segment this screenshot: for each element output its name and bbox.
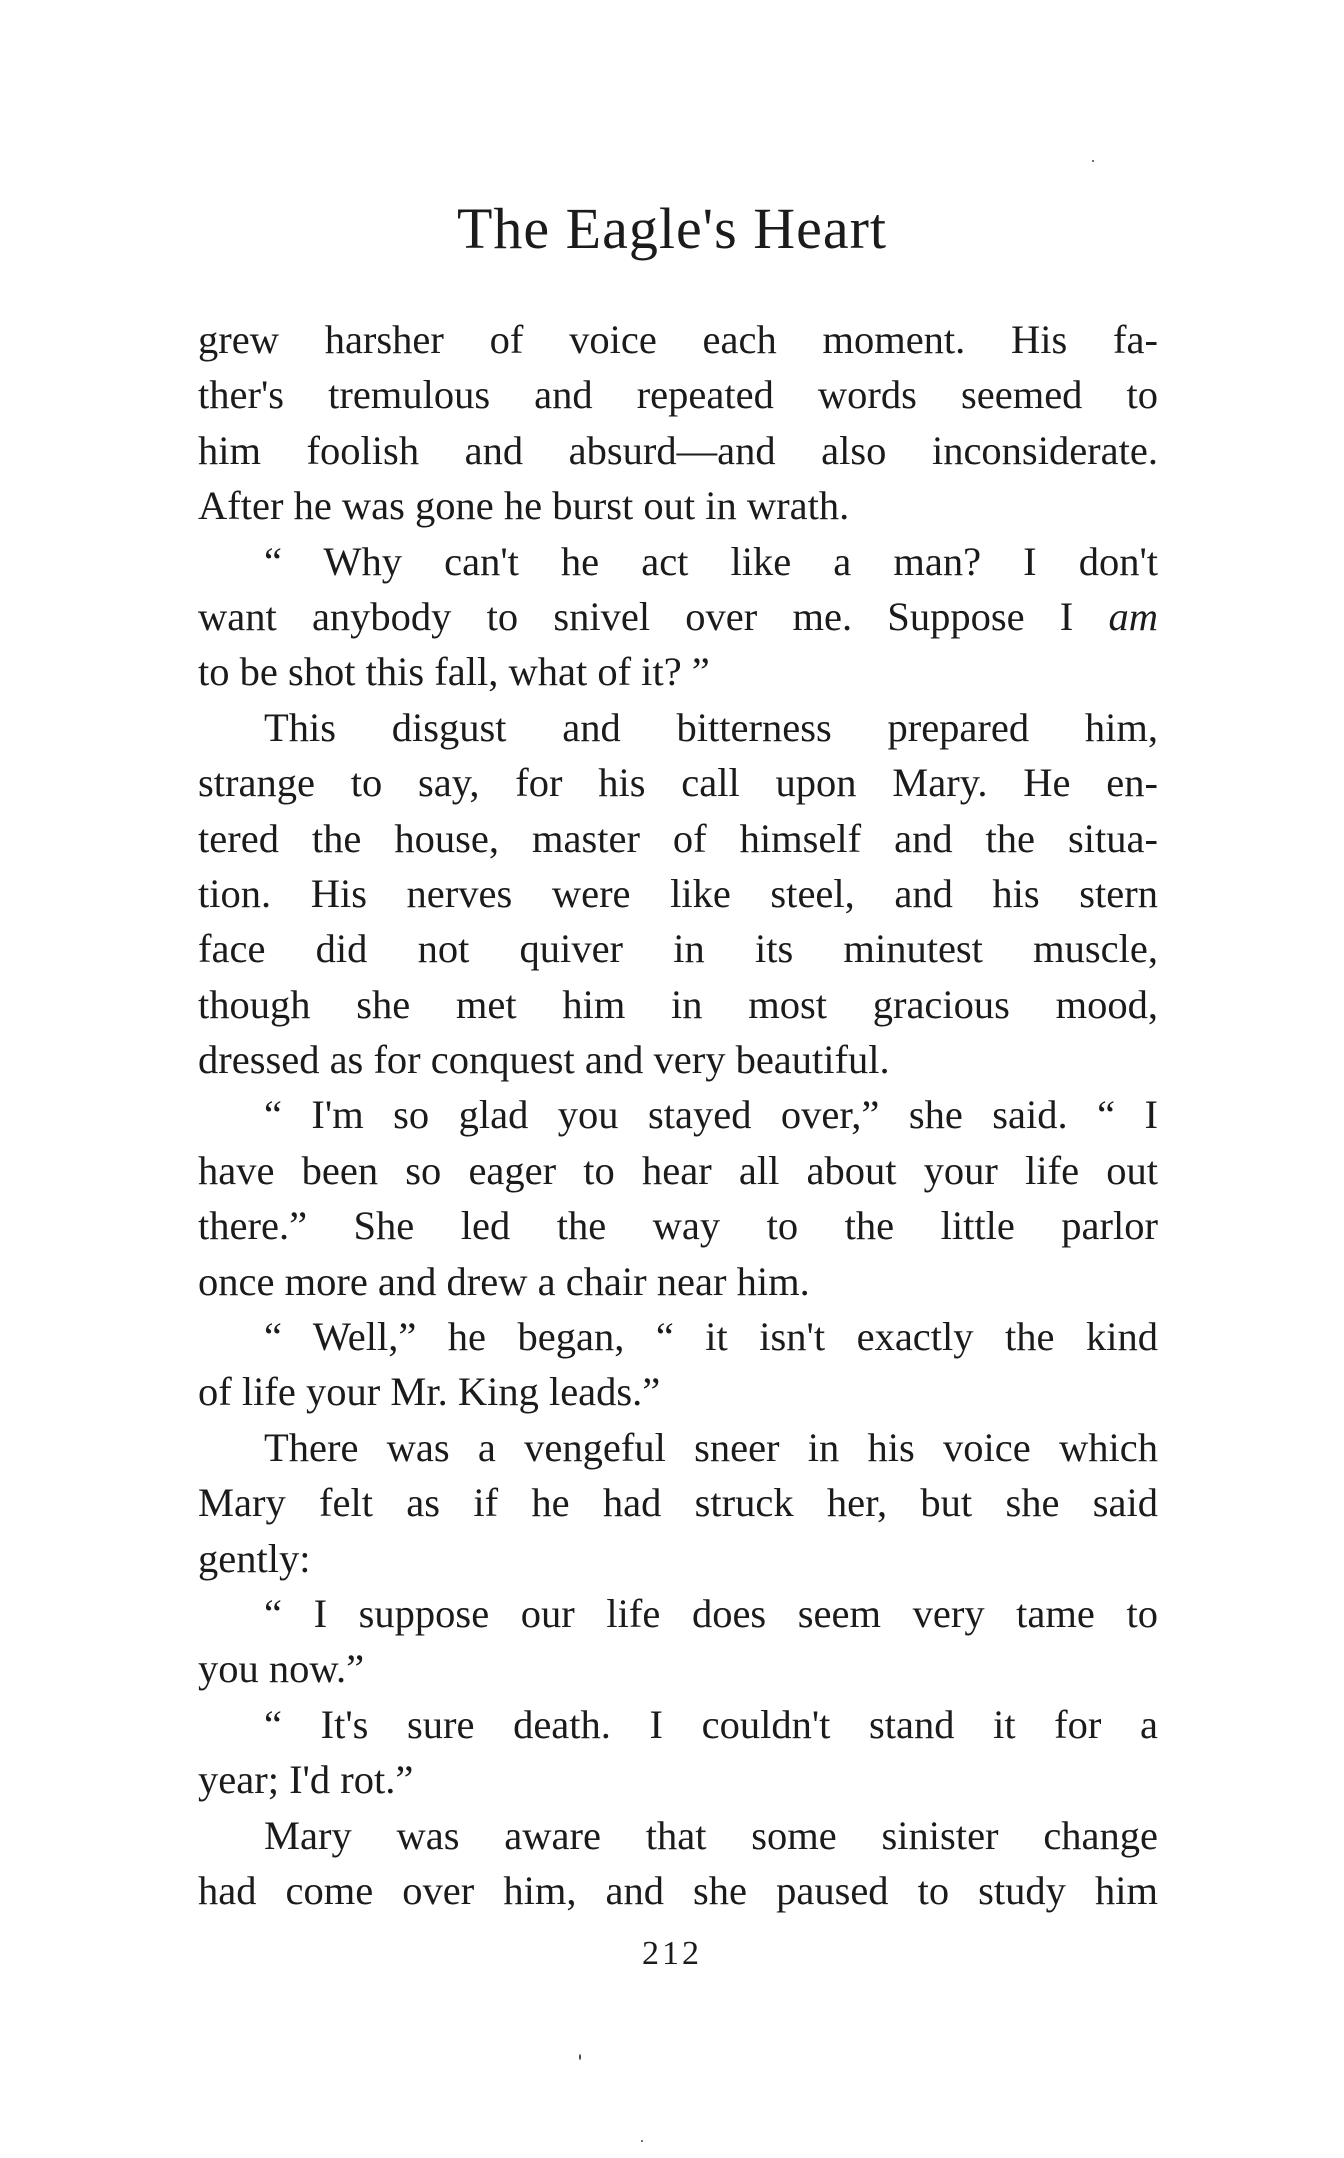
scan-speck	[579, 2054, 581, 2060]
scan-speck	[641, 2140, 643, 2142]
text-line: had come over him, and she paused to study him	[198, 1867, 1158, 1913]
page-number: 212	[642, 1935, 702, 1972]
text-line: face did not quiver in its minutest muscle,	[198, 926, 1158, 972]
text-line: dressed as for conquest and very beautiful.	[198, 1037, 890, 1083]
text-line: year; I'd rot.”	[198, 1757, 414, 1803]
text-line: “ Why can't he act like a man? I don't	[264, 538, 1158, 584]
text-line: want anybody to snivel over me. Suppose I am	[198, 593, 1158, 639]
text-line: there.” She led the way to the little parlor	[198, 1203, 1158, 1249]
text-line: though she met him in most gracious mood,	[198, 981, 1158, 1027]
running-head: The Eagle's Heart	[456, 196, 888, 261]
scan-speck	[1092, 160, 1094, 162]
text-line: tion. His nerves were like steel, and his stern	[198, 870, 1158, 916]
text-line: This disgust and bitterness prepared him,	[264, 704, 1158, 750]
text-line: “ I'm so glad you stayed over,” she said. “ I	[264, 1092, 1158, 1138]
text-line: There was a vengeful sneer in his voice which	[264, 1424, 1158, 1470]
text-line: once more and drew a chair near him.	[198, 1258, 810, 1304]
text-line: Mary was aware that some sinister change	[264, 1812, 1158, 1858]
text-line: ther's tremulous and repeated words seemed to	[198, 372, 1158, 418]
text-line: tered the house, master of himself and the situa-	[198, 815, 1158, 861]
text-line: “ Well,” he began, “ it isn't exactly the kind	[264, 1314, 1158, 1360]
text-line: him foolish and absurd—and also inconsiderate.	[198, 427, 1158, 473]
text-line: you now.”	[198, 1646, 365, 1692]
text-line: grew harsher of voice each moment. His fa-	[198, 317, 1158, 362]
text-line: have been so eager to hear all about your life out	[198, 1147, 1158, 1193]
emphasis: am	[1108, 593, 1158, 639]
text-line: “ It's sure death. I couldn't stand it for a	[264, 1701, 1158, 1747]
body-text	[198, 312, 1158, 1918]
text-line: After he was gone he burst out in wrath.	[198, 483, 850, 529]
text-line: of life your Mr. King leads.”	[198, 1369, 661, 1415]
text-line: Mary felt as if he had struck her, but she said	[198, 1480, 1158, 1526]
text-line: “ I suppose our life does seem very tame to	[264, 1590, 1158, 1636]
text-line: strange to say, for his call upon Mary. He en-	[198, 760, 1158, 806]
text-line: gently:	[198, 1535, 311, 1581]
text-line: to be shot this fall, what of it? ”	[198, 649, 710, 695]
